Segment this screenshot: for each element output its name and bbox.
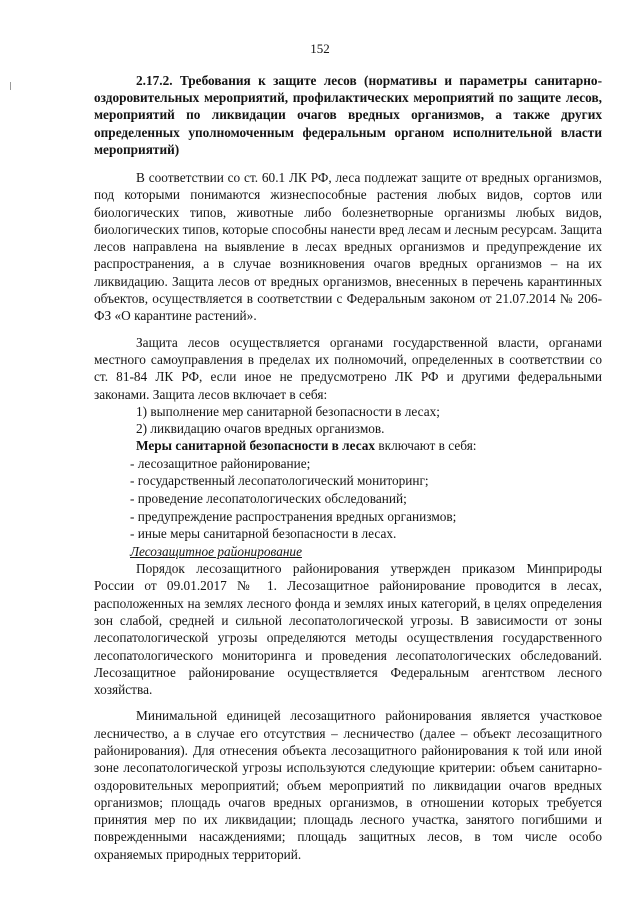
sanitary-item-5: - иные меры санитарной безопасности в лесах. — [130, 526, 397, 542]
paragraph-4: Минимальной единицей лесозащитного районирования является участковое лесничество, а в случае его отсутствия – лесничество (далее – объект лесозащитного районирования). Для отнесения объекта лесозащитного районирования к той или иной зоне лесопатологической угрозы используются следующие критерии: объем санитарно-оздоровительных мероприятий; объем мероприятий по ликвидации очагов вредных организмов; площадь очагов вредных организмов, в отношении которых требуется принятия мер по их ликвидации; площадь лесного участка, занятого погибшими и поврежденными насаждениями; площадь защитных лесов, в том числе особо охраняемых природных территорий. — [94, 708, 602, 862]
sanitary-item-1: - лесозащитное районирование; — [130, 455, 311, 471]
sanitary-measures-lead-bold: Меры санитарной безопасности в лесах — [136, 438, 376, 454]
paragraph-2: Защита лесов осуществляется органами государственной власти, органами местного самоуправления в пределах их полномочий, определенных в соответствии со ст. 81-84 ЛК РФ, если иное не предусмотрено ЛК РФ и другими федеральными законами. Защита лесов включает в себя: — [94, 334, 602, 402]
sanitary-item-3: - проведение лесопатологических обследований; — [130, 490, 407, 506]
section-heading: 2.17.2. Требования к защите лесов (нормативы и параметры санитарно-оздоровительных мероприятий, профилактических мероприятий по защите лесов, мероприятий по ликвидации очагов вредных организмов, а также других определенных уполномоченным федеральным органом исполнительной власти мероприятий) — [94, 73, 602, 157]
scan-margin-mark — [10, 82, 11, 90]
sanitary-measures-lead-rest: включают в себя: — [375, 438, 477, 454]
page-number: 152 — [310, 41, 330, 56]
paragraph-1: В соответствии со ст. 60.1 ЛК РФ, леса подлежат защите от вредных организмов, под которыми понимаются жизнеспособные растения любых видов, сортов или биологических типов, животные либо болезнетворные организмы любых видов, биологических типов, которые способны нанести вред лесам и лесным ресурсам. Защита лесов направлена на выявление в лесах вредных организмов и предупреждение их распространения, а в случае возникновения очагов вредных организмов – на их ликвидацию. Защита лесов от вредных организмов, внесенных в перечень карантинных объектов, осуществляется в соответствии с Федеральным законом от 21.07.2014 № 206-ФЗ «О карантине растений». — [94, 170, 602, 324]
numbered-item-1: 1) выполнение мер санитарной безопасности в лесах; — [136, 403, 440, 419]
subsection-title: Лесозащитное районирование — [130, 543, 302, 559]
sanitary-item-2: - государственный лесопатологический мониторинг; — [130, 473, 429, 489]
document-body — [94, 169, 602, 863]
sanitary-measures-lead — [94, 437, 602, 454]
numbered-item-2: 2) ликвидацию очагов вредных организмов. — [136, 421, 385, 437]
sanitary-item-4: - предупреждение распространения вредных организмов; — [130, 508, 457, 524]
paragraph-3: Порядок лесозащитного районирования утвержден приказом Минприроды России от 09.01.2017 № 1. Лесозащитное районирование проводится в лесах, расположенных на землях лесного фонда и землях иных категорий, в целях определения зон слабой, средней и сильной лесопатологической угрозы. В зависимости от зоны лесопатологической угрозы определяются методы осуществления государственного лесопатологического мониторинга и проведения лесопатологических обследований. Лесозащитное районирование осуществляется Федеральным агентством лесного хозяйства. — [94, 561, 602, 698]
